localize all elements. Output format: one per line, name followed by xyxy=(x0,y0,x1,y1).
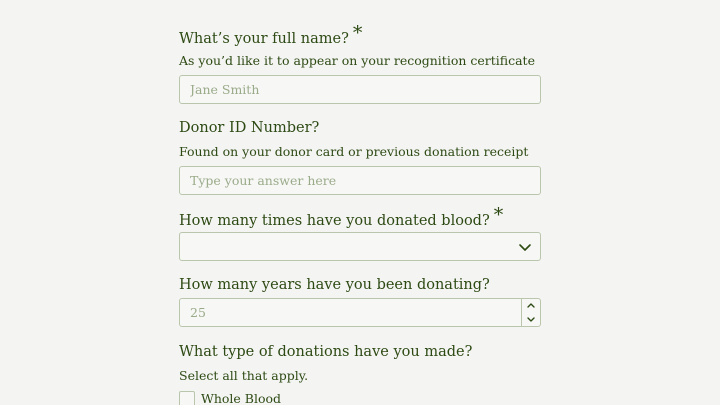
years-donating-field-wrapper xyxy=(179,298,541,327)
donor-id-field-wrapper xyxy=(179,166,541,195)
whole-blood-label: Whole Blood xyxy=(201,391,282,405)
years-donating-title: How many years have you been donating? xyxy=(179,277,490,293)
full-name-input[interactable] xyxy=(180,76,520,103)
times-donated-title: How many times have you donated blood? xyxy=(179,213,490,229)
full-name-description: As you’d like it to appear on your recognition certificate xyxy=(179,53,535,68)
full-name-field-wrapper xyxy=(179,75,541,104)
donor-id-input[interactable] xyxy=(180,167,520,194)
years-donating-input[interactable] xyxy=(180,299,490,326)
times-donated-select[interactable] xyxy=(179,232,541,261)
donor-id-description: Found on your donor card or previous donation receipt xyxy=(179,144,529,159)
required-asterisk: * xyxy=(493,204,504,226)
whole-blood-checkbox[interactable] xyxy=(179,391,195,405)
required-asterisk: * xyxy=(352,22,363,44)
times-donated-question xyxy=(179,204,504,230)
donor-id-title: Donor ID Number? xyxy=(179,120,320,136)
full-name-question xyxy=(179,22,363,48)
chevron-up-icon[interactable] xyxy=(522,299,540,312)
chevron-down-icon[interactable] xyxy=(522,313,540,326)
donation-types-title: What type of donations have you made? xyxy=(179,344,473,360)
chevron-down-icon xyxy=(518,240,532,254)
full-name-title: What’s your full name? xyxy=(179,31,349,47)
donation-types-description: Select all that apply. xyxy=(179,368,309,383)
number-spinner xyxy=(521,299,540,326)
